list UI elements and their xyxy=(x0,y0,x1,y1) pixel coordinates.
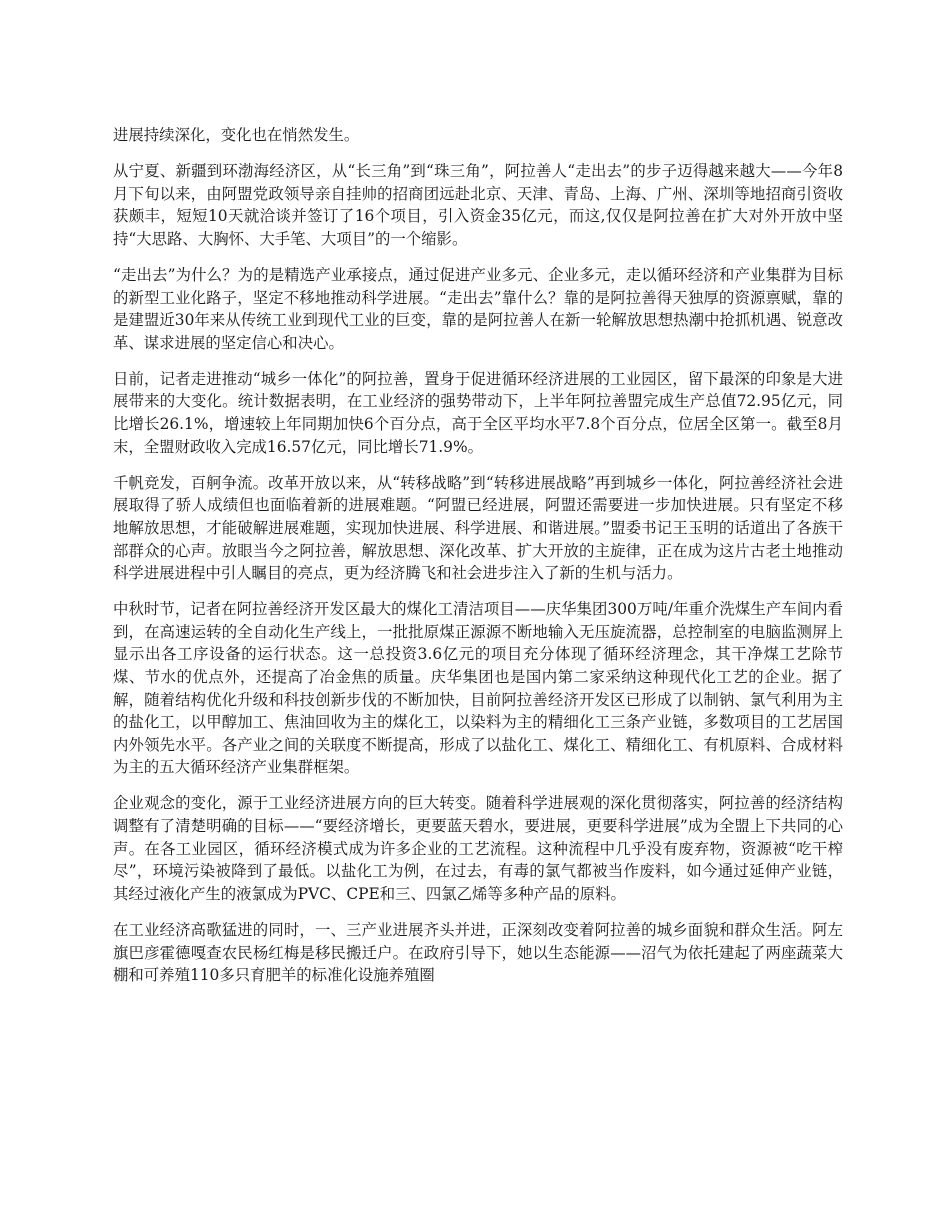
paragraph-8: 在工业经济高歌猛进的同时，一、三产业进展齐头并进，正深刻改变着阿拉善的城乡面貌和群众生活。阿左旗巴彦霍德嘎查农民杨红梅是移民搬迁户。在政府引导下，她以生态能源——沼气为依托建起了两座蔬菜大棚和可养殖110多只育肥羊的标准化设施养殖圈 xyxy=(113,920,843,985)
paragraph-7: 企业观念的变化，源于工业经济进展方向的巨大转变。随着科学进展观的深化贯彻落实，阿拉善的经济结构调整有了清楚明确的目标——“要经济增长，更要蓝天碧水，要进展，更要科学进展”成为全盟上下共同的心声。在各工业园区，循环经济模式成为许多企业的工艺流程。这种流程中几乎没有废弃物，资源被“吃干榨尽”，环境污染被降到了最低。以盐化工为例，在过去，有毒的氯气都被当作废料，如今通过延伸产业链，其经过液化产生的液氯成为PVC、CPE和三、四氯乙烯等多种产品的原料。 xyxy=(113,794,843,903)
paragraph-3: “走出去”为什么？为的是精选产业承接点，通过促进产业多元、企业多元，走以循环经济和产业集群为目标的新型工业化路子，坚定不移地推动科学进展。“走出去”靠什么？靠的是阿拉善得天独厚的资源禀赋，靠的是建盟近30年来从传统工业到现代工业的巨变，靠的是阿拉善人在新一轮解放思想热潮中抢抓机遇、锐意改革、谋求进展的坚定信心和决心。 xyxy=(113,265,843,352)
paragraph-6: 中秋时节，记者在阿拉善经济开发区最大的煤化工清洁项目——庆华集团300万吨/年重介洗煤生产车间内看到，在高速运转的全自动化生产线上，一批批原煤正源源不断地输入无压旋流器，总控制室的电脑监测屏上显示出各工序设备的运行状态。这一总投资3.6亿元的项目充分体现了循环经济理念，其干净煤工艺除节煤、节水的优点外，还提高了冶金焦的质量。庆华集团也是国内第二家采纳这种现代化工艺的企业。据了解，随着结构优化升级和科技创新步伐的不断加快，目前阿拉善经济开发区已形成了以制钠、氯气利用为主的盐化工，以甲醇加工、焦油回收为主的煤化工，以染料为主的精细化工三条产业链，多数项目的工艺居国内外领先水平。各产业之间的关联度不断提高，形成了以盐化工、煤化工、精细化工、有机原料、合成材料为主的五大循环经济产业集群框架。 xyxy=(113,600,843,777)
paragraph-1: 进展持续深化，变化也在悄然发生。 xyxy=(113,126,360,144)
document-body xyxy=(113,124,843,1000)
paragraph-4: 日前，记者走进推动“城乡一体化”的阿拉善，置身于促进循环经济进展的工业园区，留下最深的印象是大进展带来的大变化。统计数据表明，在工业经济的强势带动下，上半年阿拉善盟完成生产总值72.95亿元，同比增长26.1%，增速较上年同期加快6个百分点，高于全区平均水平7.8个百分点，位居全区第一。截至8月末，全盟财政收入完成16.57亿元，同比增长71.9%。 xyxy=(113,369,843,456)
paragraph-5: 千帆竞发，百舸争流。改革开放以来，从“转移战略”到“转移进展战略”再到城乡一体化，阿拉善经济社会进展取得了骄人成绩但也面临着新的进展难题。“阿盟已经进展，阿盟还需要进一步加快进展。只有坚定不移地解放思想，才能破解进展难题，实现加快进展、科学进展、和谐进展。”盟委书记王玉明的话道出了各族干部群众的心声。放眼当今之阿拉善，解放思想、深化改革、扩大开放的主旋律，正在成为这片古老土地推动科学进展进程中引人瞩目的亮点，更为经济腾飞和社会进步注入了新的生机与活力。 xyxy=(113,473,843,583)
paragraph-2: 从宁夏、新疆到环渤海经济区，从“长三角”到“珠三角”，阿拉善人“走出去”的步子迈得越来越大——今年8月下旬以来，由阿盟党政领导亲自挂帅的招商团远赴北京、天津、青岛、上海、广州、深圳等地招商引资收获颇丰，短短10天就洽谈并签订了16个项目，引入资金35亿元，而这,仅仅是阿拉善在扩大对外开放中坚持“大思路、大胸怀、大手笔、大项目”的一个缩影。 xyxy=(113,162,843,248)
